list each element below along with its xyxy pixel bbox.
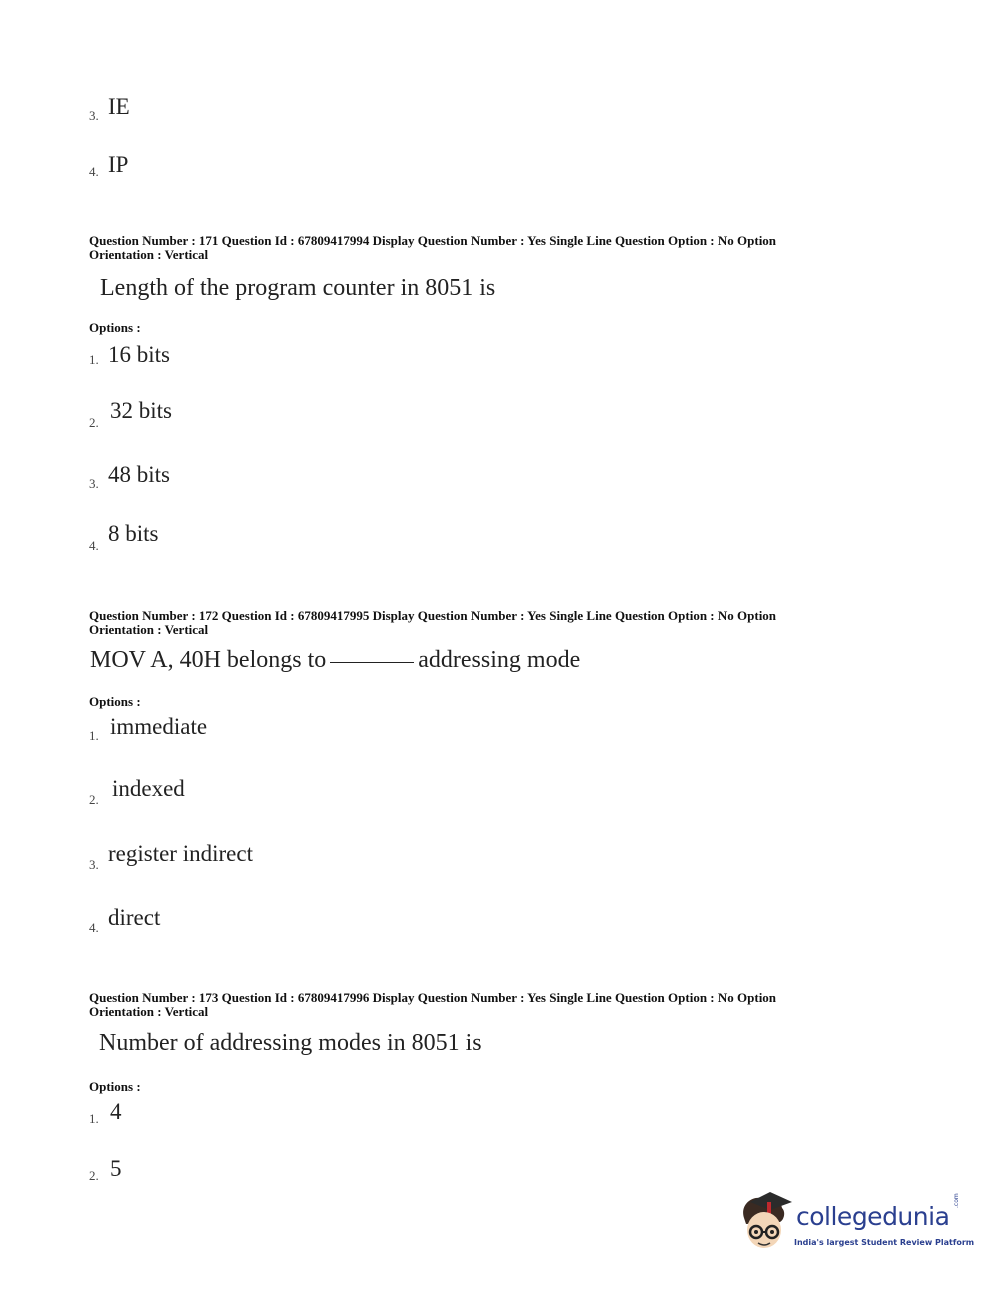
option-text: 16 bits [108, 342, 170, 367]
option-number: 1. [89, 1111, 99, 1126]
question-172-text [90, 647, 580, 674]
option-text: register indirect [108, 841, 253, 866]
option-text: IP [108, 152, 129, 177]
option-text: 48 bits [108, 462, 170, 487]
question-173-text: Number of addressing modes in 8051 is [99, 1030, 482, 1056]
meta-line-2: Orientation : Vertical [89, 622, 209, 637]
logo-tagline: India's largest Student Review Platform [794, 1238, 975, 1247]
question-text-after: addressing mode [418, 647, 581, 673]
option-text: direct [108, 905, 161, 930]
fill-in-blank [330, 662, 414, 663]
options-label: Options : [89, 320, 141, 335]
meta-line-1: Question Number : 173 Question Id : 67809417996 Display Question Number : Yes Single Line Question Option : No Option [89, 990, 777, 1005]
meta-line-1: Question Number : 171 Question Id : 67809417994 Display Question Number : Yes Single Line Question Option : No Option [89, 233, 777, 248]
question-171-meta [89, 234, 889, 262]
logo-wordmark: collegedunia [796, 1202, 950, 1231]
option-text: 8 bits [108, 521, 159, 546]
options-label: Options : [89, 1079, 141, 1094]
option-number: 1. [89, 728, 99, 743]
question-172-meta [89, 609, 889, 637]
option-number: 4. [89, 920, 99, 935]
option-number: 4. [89, 538, 99, 553]
option-text: 4 [110, 1099, 122, 1124]
logo-dotcom: .com [953, 1193, 960, 1208]
option-number: 2. [89, 1168, 99, 1183]
option-number: 2. [89, 415, 99, 430]
question-text-before: MOV A, 40H belongs to [90, 647, 327, 673]
option-number: 1. [89, 352, 99, 367]
option-text: indexed [112, 776, 185, 801]
option-text: immediate [110, 714, 208, 739]
student-mascot-icon [736, 1188, 796, 1258]
option-number: 3. [89, 476, 99, 491]
collegedunia-logo [736, 1188, 975, 1258]
meta-line-2: Orientation : Vertical [89, 1004, 209, 1019]
option-number: 2. [89, 792, 99, 807]
option-number: 3. [89, 857, 99, 872]
question-171-text: Length of the program counter in 8051 is [100, 275, 496, 301]
meta-line-2: Orientation : Vertical [89, 247, 209, 262]
question-173-meta [89, 991, 889, 1019]
option-number: 3. [89, 108, 99, 123]
options-label: Options : [89, 694, 141, 709]
option-text: 32 bits [110, 398, 172, 423]
option-text: IE [108, 94, 130, 119]
option-text: 5 [110, 1156, 122, 1181]
option-number: 4. [89, 164, 99, 179]
meta-line-1: Question Number : 172 Question Id : 67809417995 Display Question Number : Yes Single Line Question Option : No Option [89, 608, 777, 623]
